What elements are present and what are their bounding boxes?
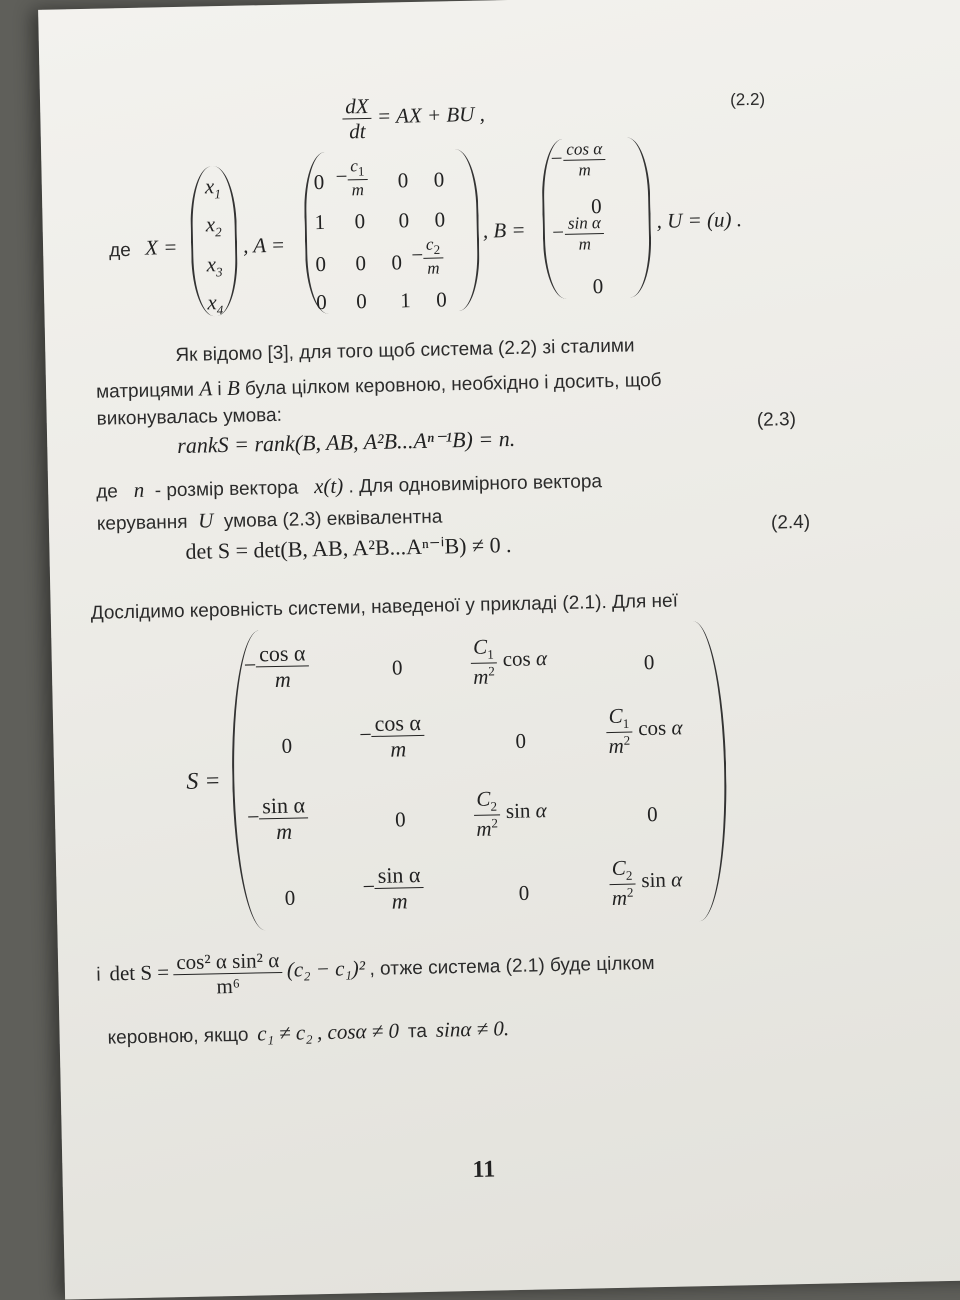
eq-2-2-lhs-den: dt bbox=[348, 119, 366, 144]
A-r3c3: 0 bbox=[391, 250, 403, 275]
conclusion-prefix: і bbox=[96, 964, 101, 986]
p2-text-b: - розмір вектора bbox=[154, 477, 299, 502]
X-entry-2: $x_2$ bbox=[205, 212, 222, 240]
p1-line3: виконувалась умова: bbox=[96, 404, 283, 430]
S-matrix bbox=[229, 621, 729, 931]
S-r2c2: − $\frac{\text{cos α}}{m}$ bbox=[359, 711, 425, 762]
p2-text-e: умова (2.3) еквівалентна bbox=[223, 506, 443, 533]
p1-text-c: була цілком керовною, необхідно і досить, щоб bbox=[244, 369, 662, 400]
where-word: де bbox=[108, 239, 132, 262]
eq-2-4-label: (2.4) bbox=[770, 511, 811, 534]
B-entry-4: 0 bbox=[592, 274, 604, 299]
A-r4c2: 0 bbox=[356, 289, 368, 314]
det-lhs: det S = bbox=[109, 960, 170, 986]
eq-2-4: det S = det(B, AB, A²B...Aⁿ⁻ⁱB) ≠ 0 . bbox=[185, 532, 512, 564]
S-r4c3: 0 bbox=[518, 880, 530, 905]
p2-text-c: . Для одновимірного вектора bbox=[348, 471, 603, 498]
U-equals: , U = (u) . bbox=[656, 207, 743, 233]
X-vector bbox=[189, 166, 238, 317]
B-entry-3: − $\frac{\text{sin α}}{m}$ bbox=[551, 214, 605, 254]
A-r4c4: 0 bbox=[436, 287, 448, 312]
p2-text-d: керування bbox=[96, 511, 188, 535]
A-r2c1: 1 bbox=[314, 209, 326, 235]
det-factor: (c₂ − c₁)² bbox=[286, 955, 366, 982]
p2-symbol-U: U bbox=[197, 508, 214, 533]
p1-text-a: матрицями bbox=[95, 379, 195, 403]
B-equals: , B = bbox=[482, 217, 526, 243]
S-r1c3: $\frac{C_1}{m^2}$ cos α bbox=[469, 634, 547, 687]
A-r4c1: 0 bbox=[316, 289, 328, 315]
S-r4c1: 0 bbox=[284, 885, 296, 910]
A-equals: , A = bbox=[242, 232, 286, 258]
S-r4c4: $\frac{C_2}{m^2}$ sin α bbox=[608, 856, 683, 909]
p2-line1 bbox=[96, 468, 602, 504]
A-r3c4: − $\frac{c_2}{m}$ bbox=[411, 235, 444, 278]
condition-c1-ne-c2: c₁ ≠ c₂ bbox=[257, 1020, 313, 1046]
p3-line1: Дослідимо керовність системи, наведеної у прикладі (2.1). Для неї bbox=[90, 590, 679, 624]
A-r1c2: − $\frac{c_1}{m}$ bbox=[335, 157, 368, 200]
B-vector bbox=[541, 137, 652, 299]
S-r2c4: $\frac{C_1}{m^2}$ cos α bbox=[605, 704, 683, 757]
eq-2-2-lhs-num: dX bbox=[342, 95, 372, 120]
X-entry-3: $x_3$ bbox=[206, 252, 223, 280]
det-fraction bbox=[173, 949, 283, 998]
conclusion-line2 bbox=[107, 1016, 509, 1049]
eq-2-3: rankS = rank(B, AB, A²B...Aⁿ⁻¹B) = n. bbox=[176, 425, 516, 459]
B-entry-2: 0 bbox=[590, 194, 602, 219]
S-r1c4: 0 bbox=[643, 650, 655, 675]
B-entry-1: − $\frac{\text{cos α}}{m}$ bbox=[549, 140, 606, 180]
A-r1c3: 0 bbox=[397, 168, 409, 193]
p1-text-b: і bbox=[217, 379, 222, 401]
A-r3c2: 0 bbox=[355, 251, 367, 276]
conclusion-text-2: керовною, якщо bbox=[107, 1024, 249, 1049]
det-denominator: m⁶ bbox=[216, 973, 241, 999]
S-r3c3: $\frac{C_2}{m^2}$ sin α bbox=[472, 786, 547, 839]
eq-2-2 bbox=[342, 93, 485, 143]
A-r1c1: 0 bbox=[313, 169, 325, 195]
eq-2-2-label: (2.2) bbox=[729, 89, 766, 110]
S-r3c1: − $\frac{\text{sin α}}{m}$ bbox=[247, 793, 309, 843]
S-equals: S = bbox=[186, 768, 221, 795]
A-r2c4: 0 bbox=[434, 207, 446, 232]
page-sheet bbox=[38, 0, 960, 1300]
X-equals: X = bbox=[144, 234, 178, 260]
p2-symbol-n: n bbox=[133, 477, 145, 502]
A-matrix bbox=[303, 149, 480, 315]
eq-2-3-label: (2.3) bbox=[756, 409, 797, 431]
A-r2c3: 0 bbox=[398, 208, 410, 233]
p1-symbol-A: A bbox=[199, 376, 213, 401]
p2-line2 bbox=[97, 503, 443, 535]
A-r1c4: 0 bbox=[433, 167, 445, 192]
S-r4c2: − $\frac{\text{sin α}}{m}$ bbox=[362, 863, 424, 913]
S-r3c2: 0 bbox=[394, 807, 406, 832]
det-numerator: cos² α sin² α bbox=[173, 949, 282, 975]
A-r2c2: 0 bbox=[354, 209, 366, 234]
S-r2c1: 0 bbox=[281, 733, 293, 758]
p1-line1: Як відомо [3], для того щоб система (2.2) зі сталими bbox=[175, 335, 635, 367]
page-number: 11 bbox=[472, 1156, 496, 1183]
X-entry-4: $x_4$ bbox=[207, 290, 224, 318]
p1-line2 bbox=[96, 367, 662, 404]
S-r3c4: 0 bbox=[646, 802, 658, 827]
condition-sin-ne-0: sinα ≠ 0. bbox=[435, 1016, 510, 1042]
conclusion-line1 bbox=[96, 941, 655, 1000]
A-r4c3: 1 bbox=[400, 288, 412, 313]
p2-text-a: де bbox=[95, 481, 119, 503]
S-r1c1: − $\frac{\text{cos α}}{m}$ bbox=[243, 641, 309, 692]
conclusion-text-1: , отже система (2.1) буде цілком bbox=[369, 952, 655, 980]
eq-2-2-rhs: = AX + BU , bbox=[376, 101, 486, 129]
and-word: та bbox=[407, 1020, 428, 1043]
X-entry-1: $x_1$ bbox=[204, 174, 222, 202]
condition-cos-ne-0: , cosα ≠ 0 bbox=[316, 1018, 400, 1045]
A-r3c1: 0 bbox=[315, 251, 327, 277]
S-r1c2: 0 bbox=[391, 655, 403, 680]
p1-symbol-B: B bbox=[226, 375, 240, 400]
S-r2c3: 0 bbox=[515, 728, 527, 754]
p2-symbol-x: x(t) bbox=[313, 473, 344, 499]
